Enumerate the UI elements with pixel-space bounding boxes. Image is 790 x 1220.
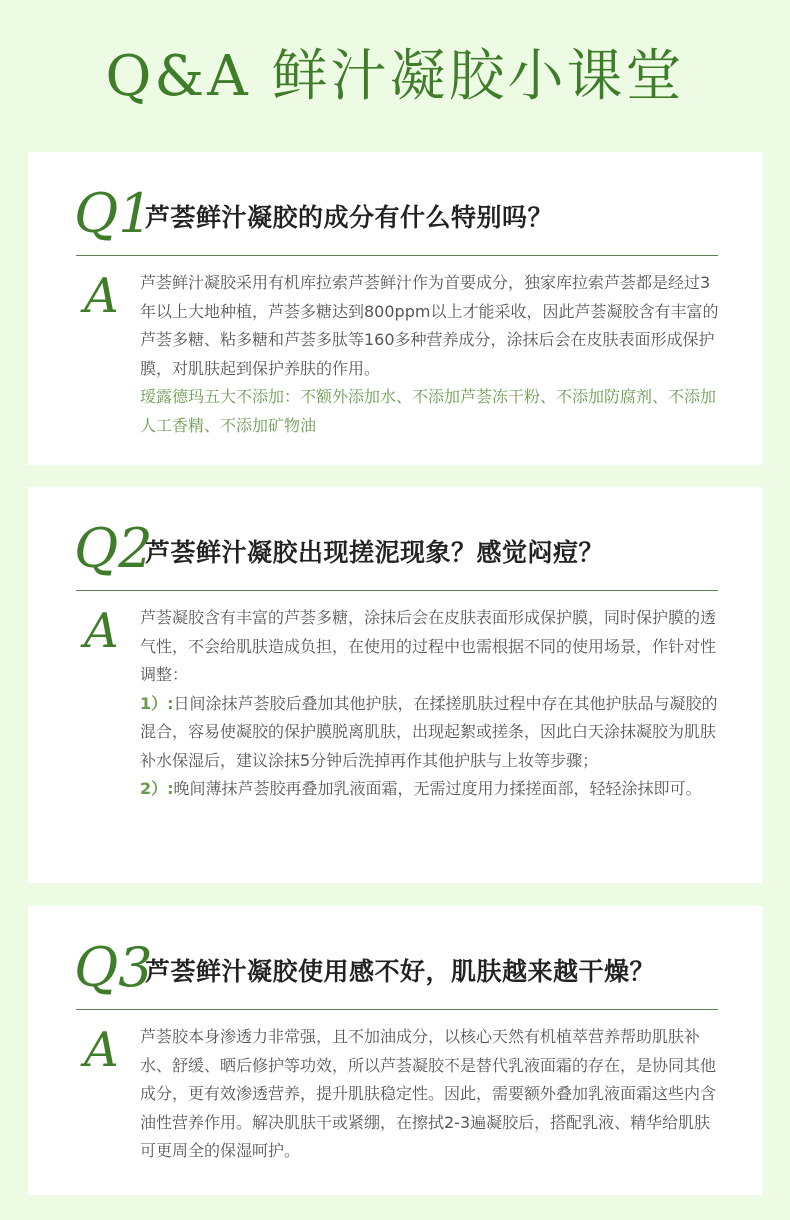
question-mark-q3: Q3 bbox=[74, 936, 153, 999]
point-label-2: 2）: bbox=[140, 779, 174, 798]
no-additives-note: 瑷露德玛五大不添加：不额外添加水、不添加芦荟冻干粉、不添加防腐剂、不添加人工香精、不添加矿物油 bbox=[140, 387, 717, 435]
question-mark-q1: Q1 bbox=[74, 182, 153, 245]
divider bbox=[76, 1009, 718, 1010]
page-title: Q&A 鲜汁凝胶小课堂 bbox=[105, 44, 685, 109]
answer-paragraph: 芦荟鲜汁凝胶采用有机库拉索芦荟鲜汁作为首要成分，独家库拉索芦荟都是经过3年以上大地种植，芦荟多糖达到800ppm以上才能采收，因此芦荟凝胶含有丰富的芦荟多糖、粘多糖和芦荟多肽等160多种营养成分，涂抹后会在皮肤表面形成保护膜，对肌肤起到保护养肤的作用。 bbox=[140, 273, 719, 378]
qa-card-2 bbox=[28, 487, 763, 883]
point-label-1: 1）: bbox=[140, 693, 174, 713]
question-text-1: 芦荟鲜汁凝胶的成分有什么特别吗？ bbox=[145, 203, 554, 232]
answer-text-1 bbox=[140, 269, 720, 440]
answer-paragraph: 芦荟凝胶含有丰富的芦荟多糖，涂抹后会在皮肤表面形成保护膜，同时保护膜的透气性，不会给肌肤造成负担，在使用的过程中也需根据不同的使用场景，作针对性调整： bbox=[140, 608, 717, 684]
question-mark-q2: Q2 bbox=[74, 517, 153, 580]
answer-point-1 bbox=[140, 690, 720, 776]
answer-paragraph: 芦荟胶本身渗透力非常强，且不加油成分，以核心天然有机植萃营养帮助肌肤补水、舒缓、晒后修护等功效，所以芦荟凝胶不是替代乳液面霜的存在，是协同其他成分，更有效渗透营养，提升肌肤稳定性。因此，需要额外叠加乳液面霜这些内含油性营养作用。解决肌肤干或紧绷，在擦拭2-3遍凝胶后，搭配乳液、精华给肌肤可更周全的保湿呵护。 bbox=[140, 1027, 717, 1160]
point-text-2: 晚间薄抹芦荟胶再叠加乳液面霜，无需过度用力揉搓面部，轻轻涂抹即可。 bbox=[173, 779, 702, 798]
question-text-3: 芦荟鲜汁凝胶使用感不好，肌肤越来越干燥？ bbox=[145, 957, 656, 986]
answer-text-3 bbox=[140, 1023, 720, 1166]
point-text-1: 日间涂抹芦荟胶后叠加其他护肤，在揉搓肌肤过程中存在其他护肤品与凝胶的混合，容易使凝胶的保护膜脱离肌肤，出现起絮或搓条，因此白天涂抹凝胶为肌肤补水保湿后，建议涂抹5分钟后洗掉再作其他护肤与上妆等步骤； bbox=[140, 693, 718, 770]
answer-mark-a3: A bbox=[84, 1022, 119, 1078]
answer-point-2 bbox=[140, 775, 720, 804]
divider bbox=[76, 590, 718, 591]
answer-mark-a1: A bbox=[84, 268, 119, 324]
qa-card-1 bbox=[28, 152, 763, 465]
answer-mark-a2: A bbox=[84, 603, 119, 659]
qa-card-3 bbox=[28, 906, 763, 1195]
question-text-2: 芦荟鲜汁凝胶出现搓泥现象？感觉闷痘？ bbox=[145, 538, 605, 567]
divider bbox=[76, 255, 718, 256]
answer-text-2 bbox=[140, 604, 720, 804]
